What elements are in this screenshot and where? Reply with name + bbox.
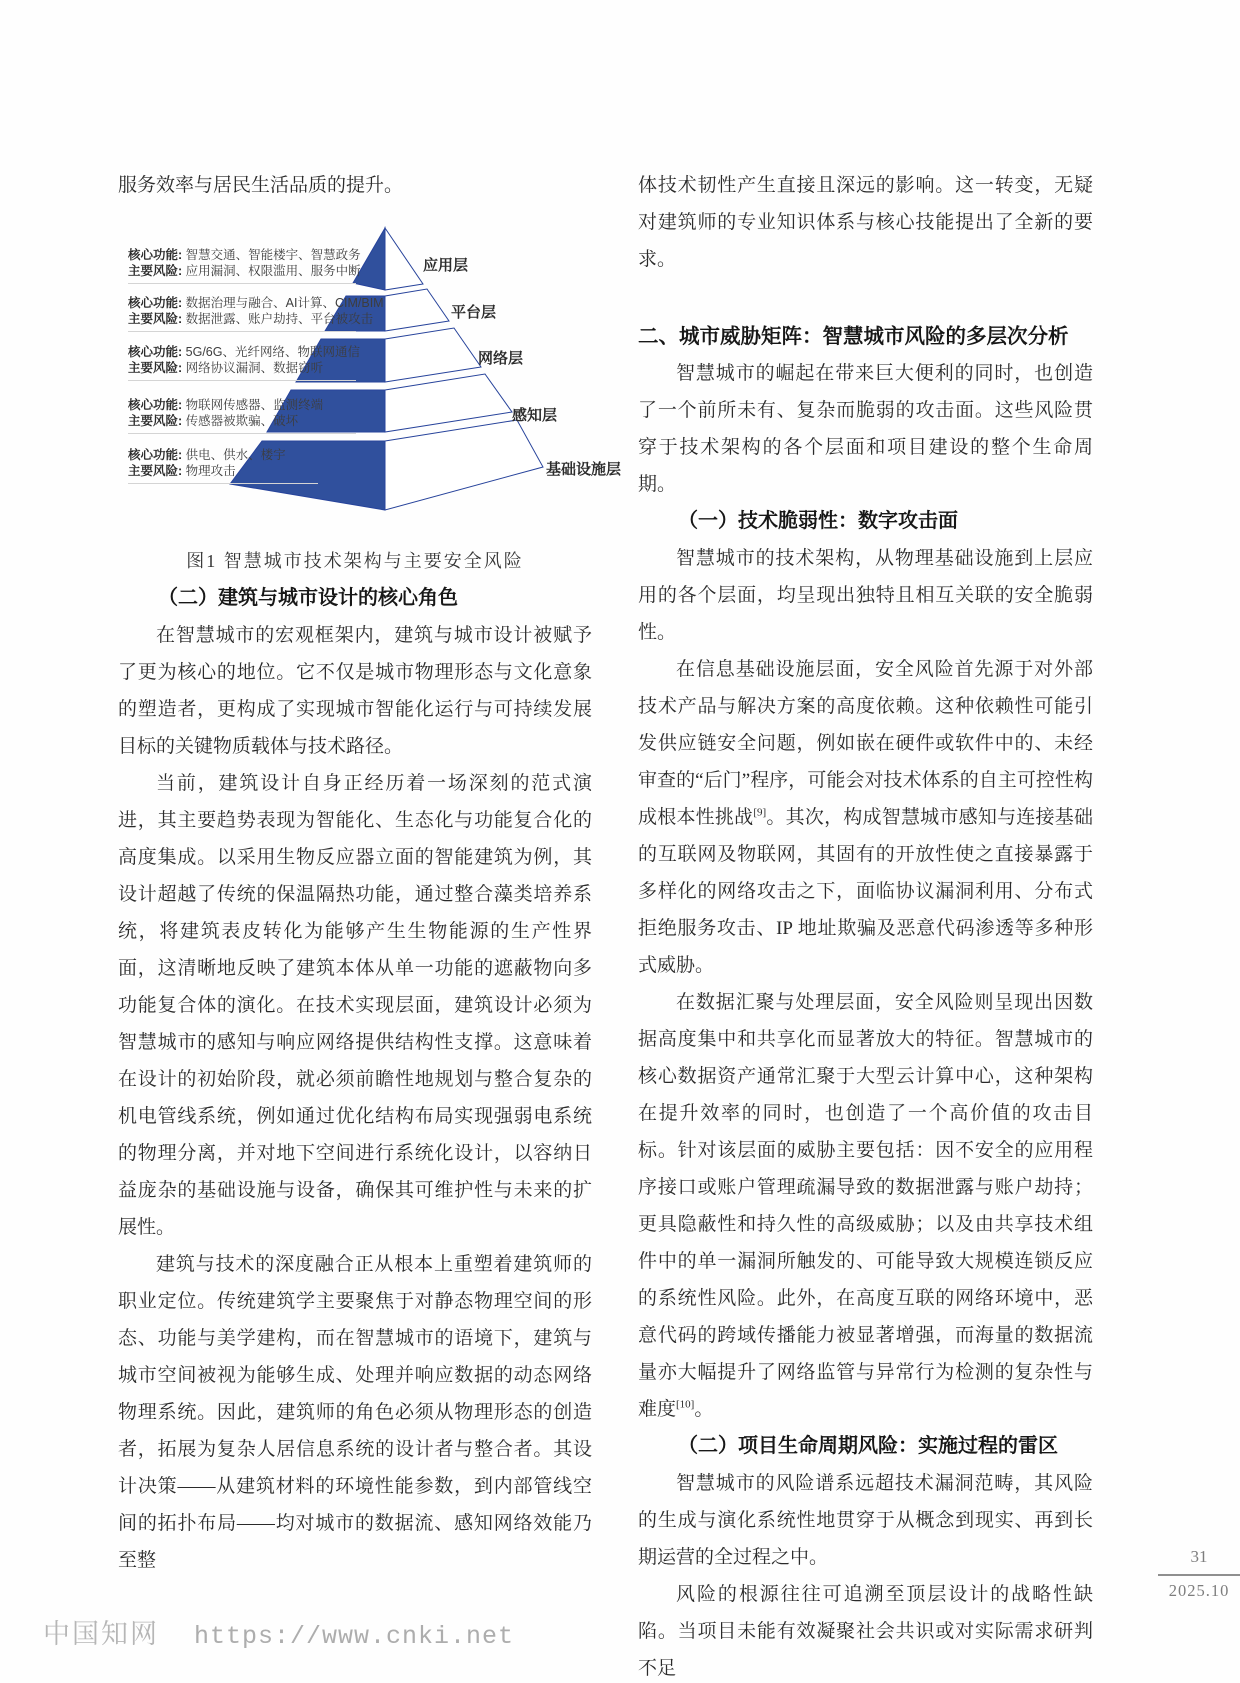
figure-annotation-infrastructure <box>128 447 318 484</box>
core-label: 核心功能: <box>128 248 183 262</box>
core-label: 核心功能: <box>128 398 183 412</box>
figure-annotation-perception <box>128 397 356 434</box>
core-label: 核心功能: <box>128 345 183 359</box>
page-number-rule <box>1158 1574 1240 1576</box>
layer-label-infrastructure: 基础设施层 <box>546 461 622 478</box>
risk-value: 传感器被欺骗、破坏 <box>185 414 299 428</box>
core-value: 智慧交通、智能楼宇、智慧政务 <box>185 248 361 262</box>
paragraph: 在信息基础设施层面，安全风险首先源于对外部技术产品与解决方案的高度依赖。这种依赖性可能引发供应链安全问题，例如嵌在硬件或软件中的、未经审查的“后门”程序，可能会对技术体系的自主可控性构成根本性挑战[9]。其次，构成智慧城市感知与连接基础的互联网及物联网，其固有的开放性使之直接暴露于多样化的网络攻击之下，面临协议漏洞利用、分布式拒绝服务攻击、IP 地址欺骗及恶意代码渗透等多种形式威胁。 <box>638 659 1093 976</box>
section-heading-threat-matrix: 二、城市威胁矩阵：智慧城市风险的多层次分析 <box>638 325 1069 348</box>
layer-label-application: 应用层 <box>423 257 469 274</box>
figure-annotation-application <box>128 247 361 284</box>
layer-label-perception: 感知层 <box>512 407 558 424</box>
risk-label: 主要风险: <box>128 312 183 326</box>
paragraph: 建筑与技术的深度融合正从根本上重塑着建筑师的职业定位。传统建筑学主要聚焦于对静态物理空间的形态、功能与美学建构，而在智慧城市的语境下，建筑与城市空间被视为能够生成、处理并响应数据的动态网络物理系统。因此，建筑师的角色必须从物理形态的创造者，拓展为复杂人居信息系统的设计者与整合者。其设计决策——从建筑材料的环境性能参数，到内部管线空间的拓扑布局——均对城市的数据流、感知网络效能乃至整 <box>118 1254 592 1571</box>
paragraph: 智慧城市的崛起在带来巨大便利的同时，也创造了一个前所未有、复杂而脆弱的攻击面。这些风险贯穿于技术架构的各个层面和项目建设的整个生命周期。 <box>638 363 1093 495</box>
paragraph: 风险的根源往往可追溯至顶层设计的战略性缺陷。当项目未能有效凝聚社会共识或对实际需求研判不足 <box>638 1584 1093 1679</box>
risk-label: 主要风险: <box>128 361 183 375</box>
cnki-watermark <box>43 1612 514 1651</box>
page-number-block <box>1158 1548 1240 1599</box>
continued-paragraph: 体技术韧性产生直接且深远的影响。这一转变，无疑对建筑师的专业知识体系与核心技能提出了全新的要求。 <box>638 175 1093 270</box>
continued-paragraph: 服务效率与居民生活品质的提升。 <box>118 175 404 196</box>
core-label: 核心功能: <box>128 448 183 462</box>
subsection-heading-lifecycle-risk: （二）项目生命周期风险：实施过程的雷区 <box>678 1435 1058 1457</box>
core-value: 物联网传感器、监测终端 <box>185 398 324 412</box>
core-value: 数据治理与融合、AI计算、CIM/BIM <box>185 296 384 310</box>
risk-label: 主要风险: <box>128 414 183 428</box>
subsection-heading-technical-vulnerability: （一）技术脆弱性：数字攻击面 <box>678 510 958 532</box>
page-number: 31 <box>1190 1547 1208 1566</box>
figure-caption: 图1 智慧城市技术架构与主要安全风险 <box>186 551 524 571</box>
paragraph: 在数据汇聚与处理层面，安全风险则呈现出因数据高度集中和共享化而显著放大的特征。智慧城市的核心数据资产通常汇聚于大型云计算中心，这种架构在提升效率的同时，也创造了一个高价值的攻击目标。针对该层面的威胁主要包括：因不安全的应用程序接口或账户管理疏漏导致的数据泄露与账户劫持；更具隐蔽性和持久性的高级威胁；以及由共享技术组件中的单一漏洞所触发的、可能导致大规模连锁反应的系统性风险。此外，在高度互联的网络环境中，恶意代码的跨域传播能力被显著增强，而海量的数据流量亦大幅提升了网络监管与异常行为检测的复杂性与难度[10]。 <box>638 992 1093 1420</box>
subsection-heading-architecture-role: （二）建筑与城市设计的核心角色 <box>158 587 458 609</box>
watermark-logo-text: 中国知网 <box>43 1619 159 1649</box>
watermark-url: https://www.cnki.net <box>194 1622 515 1651</box>
issue-date: 2025.10 <box>1168 1581 1230 1600</box>
paragraph: 在智慧城市的宏观框架内，建筑与城市设计被赋予了更为核心的地位。它不仅是城市物理形态与文化意象的塑造者，更构成了实现城市智能化运行与可持续发展目标的关键物质载体与技术路径。 <box>118 625 592 757</box>
risk-value: 网络协议漏洞、数据窃听 <box>185 361 324 375</box>
paragraph: 智慧城市的风险谱系远超技术漏洞范畴，其风险的生成与演化系统性地贯穿于从概念到现实、再到长期运营的全过程之中。 <box>638 1473 1093 1568</box>
core-label: 核心功能: <box>128 296 183 310</box>
paragraph: 智慧城市的技术架构，从物理基础设施到上层应用的各个层面，均呈现出独特且相互关联的安全脆弱性。 <box>638 548 1093 643</box>
layer-label-network: 网络层 <box>478 350 524 367</box>
layer-label-platform: 平台层 <box>451 304 497 321</box>
risk-value: 物理攻击 <box>185 464 236 478</box>
left-column <box>118 167 622 1579</box>
risk-label: 主要风险: <box>128 264 183 278</box>
figure-annotation-network <box>128 344 360 381</box>
figure-smart-city-pyramid <box>118 204 622 543</box>
core-value: 供电、供水、楼宇 <box>185 448 286 462</box>
right-column <box>638 167 1093 1683</box>
risk-value: 应用漏洞、权限滥用、服务中断 <box>185 264 361 278</box>
core-value: 5G/6G、光纤网络、物联网通信 <box>185 345 360 359</box>
risk-label: 主要风险: <box>128 464 183 478</box>
paragraph: 当前，建筑设计自身正经历着一场深刻的范式演进，其主要趋势表现为智能化、生态化与功能复合化的高度集成。以采用生物反应器立面的智能建筑为例，其设计超越了传统的保温隔热功能，通过整合藻类培养系统，将建筑表皮转化为能够产生生物能源的生产性界面，这清晰地反映了建筑本体从单一功能的遮蔽物向多功能复合体的演化。在技术实现层面，建筑设计必须为智慧城市的感知与响应网络提供结构性支撑。这意味着在设计的初始阶段，就必须前瞻性地规划与整合复杂的机电管线系统，例如通过优化结构布局实现强弱电系统的物理分离，并对地下空间进行系统化设计，以容纳日益庞杂的基础设施与设备，确保其可维护性与未来的扩展性。 <box>118 773 592 1238</box>
figure-annotation-platform <box>128 295 384 332</box>
risk-value: 数据泄露、账户劫持、平台被攻击 <box>185 312 374 326</box>
